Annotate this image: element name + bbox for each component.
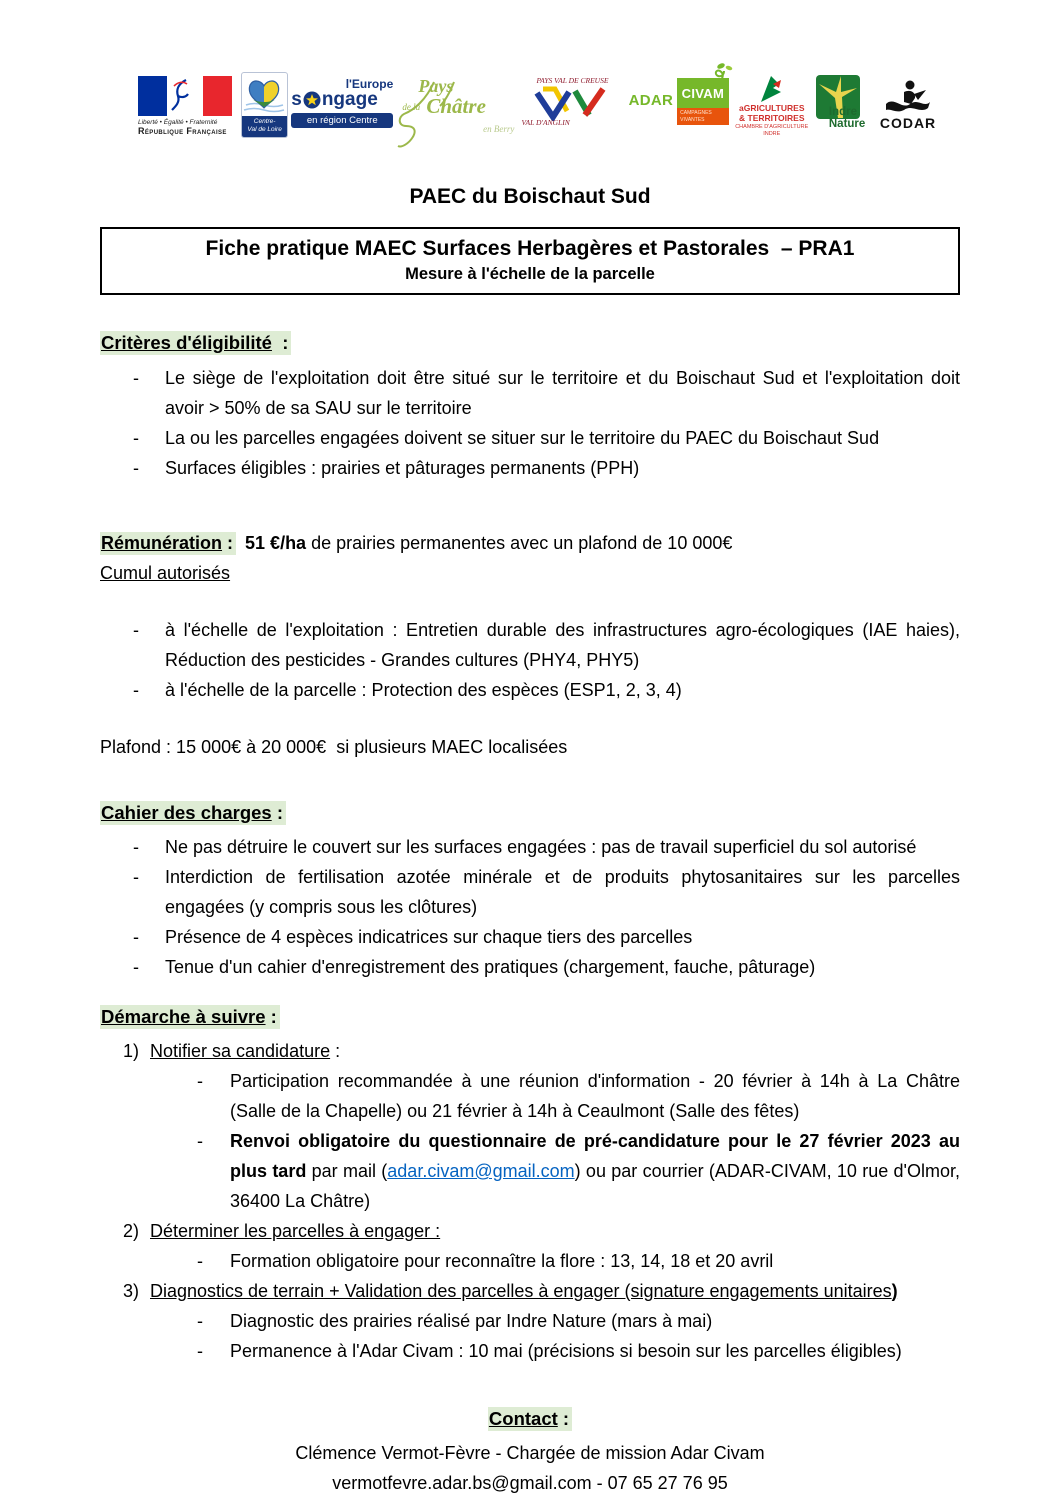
centre-val-de-loire-logo <box>241 72 288 138</box>
civam-sub-label: CAMPAGNES VIVANTES <box>677 108 728 125</box>
contact-person: Clémence Vermot-Fèvre - Chargée de mission Adar Civam <box>295 1443 765 1463</box>
cvl-band: Centre- Val de Loire <box>242 116 287 137</box>
chatre-enberry: en Berry <box>483 124 515 134</box>
bullet-dash: - <box>133 927 139 947</box>
heading-text: Cahier des charges <box>101 802 272 823</box>
indre-nature-label: Indre Nature <box>828 106 866 131</box>
list-item: - à l'échelle de la parcelle : Protection des espèces (ESP1, 2, 3, 4) <box>100 675 960 705</box>
creuse-bottom-label: VAL D'ANGLIN <box>521 118 570 127</box>
list-item: - à l'échelle de l'exploitation : Entretien durable des infrastructures agro-écologiques (IAE haies), Réduction des pesticides - Grandes cultures (PHY4, PHY5) <box>100 615 960 675</box>
heading-colon: : <box>557 1408 570 1429</box>
indre-nature-logo <box>815 72 873 130</box>
heart-icon <box>242 75 287 119</box>
section-demarche <box>100 1002 960 1366</box>
item-title: Notifier sa candidature <box>150 1041 331 1061</box>
heading-colon: : <box>265 1006 277 1027</box>
remuneration-line <box>100 528 960 558</box>
list-item: - Présence de 4 espèces indicatrices sur chaque tiers des parcelles <box>100 922 960 952</box>
heading-colon: : <box>271 802 284 823</box>
w-ribbon-icon <box>529 85 617 121</box>
civam-label: CIVAM <box>677 78 728 108</box>
numbered-item-3 <box>100 1276 960 1306</box>
agricultures-territoires-logo <box>732 72 812 138</box>
bullet-dash: - <box>197 1131 203 1151</box>
section-cahier <box>100 798 960 982</box>
bullet-dash: - <box>197 1311 203 1331</box>
marianne-icon <box>168 76 194 116</box>
list-item: - La ou les parcelles engagées doivent se situer sur le territoire du PAEC du Boischaut Sud <box>100 423 960 453</box>
chamber-leaf-icon <box>755 74 789 104</box>
agri-line3: CHAMBRE D'AGRICULTURE <box>735 123 809 130</box>
sub-list-item: - Participation recommandée à une réunion d'information - 20 février à 14h à La Châtre (Salle de la Chapelle) ou 21 février à 14h à Ceaulmont (Salle des fêtes) <box>100 1066 960 1126</box>
contact-email-phone: vermotfevre.adar.bs@gmail.com - 07 65 27 76 95 <box>332 1473 728 1493</box>
bullet-dash: - <box>197 1071 203 1091</box>
europe-sengage-logo <box>291 72 393 128</box>
item-number: 3) <box>123 1281 140 1301</box>
val-de-creuse-logo <box>520 72 626 127</box>
french-flag-icon <box>138 76 232 116</box>
list-item: - Tenue d'un cahier d'enregistrement des pratiques (chargement, fauche, pâturage) <box>100 952 960 982</box>
bullet-dash: - <box>133 458 139 478</box>
cumul-heading: Cumul autorisés <box>100 563 231 583</box>
person-wave-icon <box>884 80 932 114</box>
heading-text: Démarche à suivre <box>101 1006 266 1027</box>
bullet-dash: - <box>197 1251 203 1271</box>
codar-logo <box>876 72 940 131</box>
sub-list-item: - Formation obligatoire pour reconnaître la flore : 13, 14, 18 et 20 avril <box>100 1246 960 1276</box>
pays-de-la-chatre-logo <box>396 72 516 152</box>
fiche-title: Fiche pratique MAEC Surfaces Herbagères et Pastorales – PRA1 <box>205 237 855 260</box>
plafond-line: Plafond : 15 000€ à 20 000€ si plusieurs MAEC localisées <box>100 737 568 757</box>
section-eligibilite <box>100 328 960 483</box>
section-contact <box>100 1404 960 1498</box>
adar-label: ADAR <box>628 92 674 109</box>
rf-name: République Française <box>138 126 227 136</box>
europe-s: s <box>291 89 302 110</box>
republique-francaise-logo <box>138 72 238 136</box>
list-item: - Surfaces éligibles : prairies et pâturages permanents (PPH) <box>100 453 960 483</box>
partner-logos-band <box>138 72 940 158</box>
rf-motto: Liberté • Égalité • Fraternité <box>138 119 218 126</box>
sub-list-item: - Permanence à l'Adar Civam : 10 mai (précisions si besoin sur les parcelles éligibles) <box>100 1336 960 1366</box>
sub-list-item: - Diagnostic des prairies réalisé par Indre Nature (mars à mai) <box>100 1306 960 1336</box>
bullet-dash: - <box>133 837 139 857</box>
bullet-dash: - <box>133 368 139 388</box>
bold-deadline-text: Renvoi obligatoire du questionnaire de pré-candidature pour le 27 février 2023 au plus tard <box>230 1131 960 1181</box>
item-title: Diagnostics de terrain + Validation des parcelles à engager (signature engagements unitaires <box>150 1281 892 1301</box>
heading-text: Critères d'éligibilité <box>101 332 272 353</box>
europe-ngage: ngage <box>321 89 378 110</box>
list-item: - Ne pas détruire le couvert sur les surfaces engagées : pas de travail superficiel du sol autorisé <box>100 832 960 862</box>
agri-line4: INDRE <box>763 130 781 137</box>
bullet-dash: - <box>133 957 139 977</box>
page-title: PAEC du Boischaut Sud <box>409 185 651 208</box>
chatre-dela: de la <box>402 102 421 112</box>
agri-line2: & TERRITOIRES <box>739 112 805 123</box>
item-number: 1) <box>123 1041 140 1061</box>
creuse-top-label: PAYS VAL DE CREUSE <box>536 76 609 85</box>
heading-colon: : <box>222 533 234 553</box>
bullet-dash: - <box>133 620 139 640</box>
chatre-chatre: Châtre <box>426 94 486 118</box>
numbered-item-1 <box>100 1036 960 1066</box>
section-remuneration <box>100 528 960 762</box>
europe-label: l'Europe <box>345 77 394 91</box>
remuneration-rate: 51 €/ha <box>245 533 307 553</box>
agri-line1: aGRICULTURES <box>739 103 805 113</box>
bullet-dash: - <box>133 680 139 700</box>
fiche-title-box <box>100 227 960 295</box>
list-item: - Interdiction de fertilisation azotée minérale et de produits phytosanitaires sur les parcelles engagées (y compris sous les clôtures) <box>100 862 960 922</box>
bullet-dash: - <box>133 428 139 448</box>
item-title-end: ) <box>891 1281 898 1301</box>
europe-band: en région Centre <box>291 113 393 128</box>
sprout-icon <box>707 62 733 84</box>
section-heading-demarche <box>100 1002 960 1032</box>
heading-text: Rémunération <box>101 533 223 553</box>
email-link[interactable]: adar.civam@gmail.com <box>387 1161 575 1181</box>
numbered-item-2 <box>100 1216 960 1246</box>
sub-list-item: - Renvoi obligatoire du questionnaire de pré-candidature pour le 27 février 2023 au plus tard par mail (adar.civam@gmail.com) ou par courrier (ADAR-CIVAM, 10 rue d'Olmor, 36400 La Châtre) <box>100 1126 960 1216</box>
list-item: - Le siège de l'exploitation doit être situé sur le territoire et du Boischaut Sud et l'exploitation doit avoir > 50% de sa SAU sur le territoire <box>100 363 960 423</box>
bullet-dash: - <box>133 867 139 887</box>
bullet-dash: - <box>197 1341 203 1361</box>
contact-heading <box>100 1404 960 1434</box>
codar-label: CODAR <box>879 115 937 131</box>
remuneration-rest: de prairies permanentes avec un plafond de 10 000€ <box>306 533 733 553</box>
section-heading-cahier <box>100 798 960 828</box>
euro-star-icon <box>303 91 321 109</box>
section-heading-eligibilite <box>100 328 960 358</box>
item-number: 2) <box>123 1221 140 1241</box>
document-body <box>100 185 960 1498</box>
adar-civam-logo <box>629 72 729 125</box>
item-title: Déterminer les parcelles à engager : <box>150 1221 441 1241</box>
fiche-subtitle: Mesure à l'échelle de la parcelle <box>405 265 655 283</box>
chatre-pays: Pays <box>418 76 454 96</box>
heading-text: Contact <box>488 1408 558 1429</box>
item-title-colon: : <box>330 1041 341 1061</box>
heading-colon: : <box>271 332 289 353</box>
